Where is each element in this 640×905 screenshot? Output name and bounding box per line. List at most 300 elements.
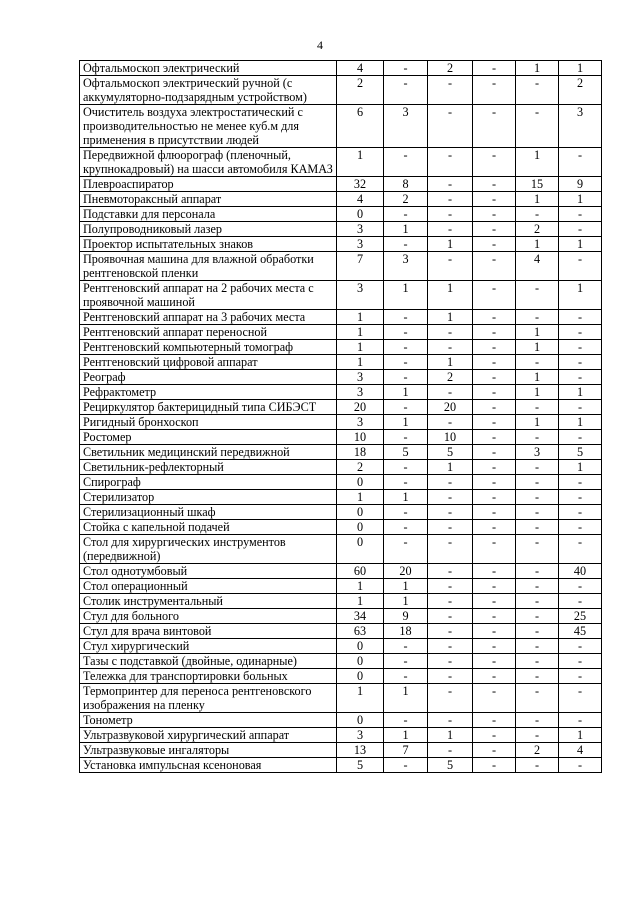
- quantity-cell: -: [516, 400, 559, 415]
- quantity-cell: 0: [337, 713, 384, 728]
- quantity-cell: -: [473, 148, 516, 177]
- equipment-name-cell: Стул хирургический: [80, 639, 337, 654]
- quantity-cell: 0: [337, 207, 384, 222]
- quantity-cell: 1: [516, 61, 559, 76]
- quantity-cell: -: [559, 669, 602, 684]
- quantity-cell: 45: [559, 624, 602, 639]
- quantity-cell: -: [428, 192, 473, 207]
- quantity-cell: -: [516, 505, 559, 520]
- quantity-cell: -: [516, 564, 559, 579]
- quantity-cell: -: [473, 758, 516, 773]
- quantity-cell: 3: [337, 370, 384, 385]
- table-row: [80, 475, 602, 490]
- quantity-cell: -: [473, 222, 516, 237]
- quantity-cell: 4: [559, 743, 602, 758]
- quantity-cell: -: [559, 148, 602, 177]
- table-row: [80, 207, 602, 222]
- equipment-name-cell: Пневмотораксный аппарат: [80, 192, 337, 207]
- equipment-name-cell: Ростомер: [80, 430, 337, 445]
- equipment-name-cell: Проектор испытательных знаков: [80, 237, 337, 252]
- quantity-cell: -: [559, 207, 602, 222]
- quantity-cell: -: [559, 252, 602, 281]
- equipment-name-cell: Стол однотумбовый: [80, 564, 337, 579]
- quantity-cell: 32: [337, 177, 384, 192]
- quantity-cell: 10: [428, 430, 473, 445]
- quantity-cell: -: [516, 490, 559, 505]
- table-row: [80, 177, 602, 192]
- equipment-name-cell: Офтальмоскоп электрический: [80, 61, 337, 76]
- quantity-cell: -: [559, 713, 602, 728]
- quantity-cell: 1: [337, 594, 384, 609]
- equipment-name-cell: Тележка для транспортировки больных: [80, 669, 337, 684]
- quantity-cell: -: [473, 355, 516, 370]
- quantity-cell: 1: [516, 192, 559, 207]
- quantity-cell: 1: [516, 415, 559, 430]
- table-row: [80, 430, 602, 445]
- equipment-name-cell: Реограф: [80, 370, 337, 385]
- quantity-cell: -: [473, 207, 516, 222]
- quantity-cell: 0: [337, 520, 384, 535]
- quantity-cell: -: [428, 252, 473, 281]
- quantity-cell: -: [473, 237, 516, 252]
- quantity-cell: -: [473, 520, 516, 535]
- equipment-name-cell: Рециркулятор бактерицидный типа СИБЭСТ: [80, 400, 337, 415]
- quantity-cell: -: [428, 325, 473, 340]
- quantity-cell: 1: [559, 192, 602, 207]
- quantity-cell: -: [473, 445, 516, 460]
- quantity-cell: 0: [337, 535, 384, 564]
- quantity-cell: 10: [337, 430, 384, 445]
- quantity-cell: -: [384, 207, 428, 222]
- quantity-cell: -: [516, 639, 559, 654]
- table-row: [80, 148, 602, 177]
- quantity-cell: 1: [516, 340, 559, 355]
- quantity-cell: 0: [337, 669, 384, 684]
- quantity-cell: 7: [337, 252, 384, 281]
- equipment-name-cell: Термопринтер для переноса рентгеновского изображения на пленку: [80, 684, 337, 713]
- equipment-name-cell: Стол операционный: [80, 579, 337, 594]
- quantity-cell: 2: [337, 76, 384, 105]
- equipment-name-cell: Офтальмоскоп электрический ручной (с аккумуляторно-подзарядным устройством): [80, 76, 337, 105]
- quantity-cell: 3: [337, 415, 384, 430]
- table-row: [80, 728, 602, 743]
- quantity-cell: 1: [384, 385, 428, 400]
- quantity-cell: 8: [384, 177, 428, 192]
- quantity-cell: -: [516, 430, 559, 445]
- table-row: [80, 385, 602, 400]
- quantity-cell: -: [473, 579, 516, 594]
- quantity-cell: -: [384, 669, 428, 684]
- quantity-cell: -: [559, 654, 602, 669]
- quantity-cell: 3: [337, 222, 384, 237]
- quantity-cell: -: [428, 713, 473, 728]
- quantity-cell: -: [559, 325, 602, 340]
- quantity-cell: -: [516, 669, 559, 684]
- quantity-cell: 63: [337, 624, 384, 639]
- quantity-cell: 3: [384, 252, 428, 281]
- quantity-cell: 1: [559, 61, 602, 76]
- quantity-cell: 3: [559, 105, 602, 148]
- table-row: [80, 370, 602, 385]
- quantity-cell: -: [473, 639, 516, 654]
- quantity-cell: -: [559, 222, 602, 237]
- quantity-cell: -: [516, 609, 559, 624]
- table-row: [80, 490, 602, 505]
- table-row: [80, 355, 602, 370]
- quantity-cell: 1: [384, 684, 428, 713]
- equipment-name-cell: Ультразвуковой хирургический аппарат: [80, 728, 337, 743]
- table-row: [80, 222, 602, 237]
- quantity-cell: -: [473, 505, 516, 520]
- quantity-cell: -: [516, 105, 559, 148]
- equipment-name-cell: Рентгеновский аппарат на 3 рабочих места: [80, 310, 337, 325]
- quantity-cell: 60: [337, 564, 384, 579]
- quantity-cell: 3: [337, 281, 384, 310]
- quantity-cell: 2: [516, 743, 559, 758]
- quantity-cell: -: [473, 564, 516, 579]
- equipment-name-cell: Стул для больного: [80, 609, 337, 624]
- quantity-cell: 4: [337, 61, 384, 76]
- table-row: [80, 684, 602, 713]
- quantity-cell: -: [516, 594, 559, 609]
- quantity-cell: 1: [384, 579, 428, 594]
- quantity-cell: -: [559, 400, 602, 415]
- quantity-cell: 20: [337, 400, 384, 415]
- quantity-cell: -: [384, 460, 428, 475]
- quantity-cell: -: [559, 490, 602, 505]
- quantity-cell: -: [516, 728, 559, 743]
- quantity-cell: 1: [337, 148, 384, 177]
- quantity-cell: 1: [428, 237, 473, 252]
- quantity-cell: -: [473, 76, 516, 105]
- equipment-name-cell: Плевроаспиратор: [80, 177, 337, 192]
- table-row: [80, 520, 602, 535]
- quantity-cell: 4: [516, 252, 559, 281]
- table-row: [80, 758, 602, 773]
- quantity-cell: 3: [337, 385, 384, 400]
- quantity-cell: -: [516, 624, 559, 639]
- page-number: 4: [317, 38, 323, 52]
- quantity-cell: -: [559, 758, 602, 773]
- table-row: [80, 624, 602, 639]
- quantity-cell: -: [384, 475, 428, 490]
- quantity-cell: -: [516, 654, 559, 669]
- table-row: [80, 669, 602, 684]
- quantity-cell: -: [428, 624, 473, 639]
- quantity-cell: -: [428, 520, 473, 535]
- quantity-cell: 1: [337, 340, 384, 355]
- quantity-cell: 0: [337, 639, 384, 654]
- quantity-cell: -: [559, 639, 602, 654]
- quantity-cell: 1: [337, 355, 384, 370]
- equipment-name-cell: Рентгеновский аппарат переносной: [80, 325, 337, 340]
- quantity-cell: 3: [516, 445, 559, 460]
- quantity-cell: -: [473, 743, 516, 758]
- quantity-cell: -: [473, 535, 516, 564]
- quantity-cell: 1: [428, 355, 473, 370]
- quantity-cell: 3: [337, 728, 384, 743]
- quantity-cell: 1: [516, 148, 559, 177]
- equipment-name-cell: Проявочная машина для влажной обработки рентгеновской пленки: [80, 252, 337, 281]
- quantity-cell: -: [473, 252, 516, 281]
- quantity-cell: -: [428, 564, 473, 579]
- quantity-cell: -: [559, 594, 602, 609]
- quantity-cell: -: [428, 594, 473, 609]
- quantity-cell: 1: [516, 385, 559, 400]
- quantity-cell: 5: [428, 445, 473, 460]
- quantity-cell: -: [516, 520, 559, 535]
- quantity-cell: 5: [337, 758, 384, 773]
- quantity-cell: -: [473, 415, 516, 430]
- quantity-cell: -: [516, 460, 559, 475]
- quantity-cell: -: [559, 430, 602, 445]
- equipment-name-cell: Тазы с подставкой (двойные, одинарные): [80, 654, 337, 669]
- quantity-cell: -: [473, 624, 516, 639]
- equipment-name-cell: Светильник медицинский передвижной: [80, 445, 337, 460]
- equipment-name-cell: Столик инструментальный: [80, 594, 337, 609]
- quantity-cell: -: [428, 684, 473, 713]
- equipment-name-cell: Передвижной флюорограф (пленочный, крупнокадровый) на шасси автомобиля КАМАЗ: [80, 148, 337, 177]
- quantity-cell: -: [384, 400, 428, 415]
- quantity-cell: 2: [384, 192, 428, 207]
- table-row: [80, 639, 602, 654]
- quantity-cell: 1: [559, 460, 602, 475]
- quantity-cell: -: [473, 609, 516, 624]
- table-row: [80, 594, 602, 609]
- quantity-cell: -: [428, 743, 473, 758]
- table-row: [80, 310, 602, 325]
- quantity-cell: -: [473, 669, 516, 684]
- quantity-cell: 1: [516, 237, 559, 252]
- equipment-name-cell: Стул для врача винтовой: [80, 624, 337, 639]
- table-row: [80, 252, 602, 281]
- quantity-cell: -: [516, 207, 559, 222]
- quantity-cell: -: [473, 728, 516, 743]
- table-row: [80, 192, 602, 207]
- quantity-cell: 4: [337, 192, 384, 207]
- equipment-name-cell: Ультразвуковые ингаляторы: [80, 743, 337, 758]
- quantity-cell: -: [428, 340, 473, 355]
- table-row: [80, 579, 602, 594]
- quantity-cell: 1: [559, 415, 602, 430]
- equipment-name-cell: Стол для хирургических инструментов (передвижной): [80, 535, 337, 564]
- quantity-cell: 1: [516, 370, 559, 385]
- quantity-cell: -: [473, 430, 516, 445]
- quantity-cell: -: [516, 684, 559, 713]
- quantity-cell: -: [516, 281, 559, 310]
- equipment-name-cell: Светильник-рефлекторный: [80, 460, 337, 475]
- quantity-cell: -: [473, 105, 516, 148]
- table-row: [80, 400, 602, 415]
- quantity-cell: -: [384, 654, 428, 669]
- quantity-cell: -: [559, 310, 602, 325]
- table-row: [80, 609, 602, 624]
- quantity-cell: -: [559, 520, 602, 535]
- table-row: [80, 325, 602, 340]
- table-row: [80, 743, 602, 758]
- table-row: [80, 505, 602, 520]
- quantity-cell: -: [384, 340, 428, 355]
- quantity-cell: 3: [337, 237, 384, 252]
- quantity-cell: -: [384, 505, 428, 520]
- equipment-name-cell: Рентгеновский компьютерный томограф: [80, 340, 337, 355]
- quantity-cell: 34: [337, 609, 384, 624]
- quantity-cell: -: [473, 370, 516, 385]
- quantity-cell: -: [428, 177, 473, 192]
- equipment-name-cell: Рентгеновский аппарат на 2 рабочих места с проявочной машиной: [80, 281, 337, 310]
- quantity-cell: -: [428, 490, 473, 505]
- quantity-cell: -: [516, 579, 559, 594]
- quantity-cell: -: [473, 475, 516, 490]
- quantity-cell: 9: [559, 177, 602, 192]
- quantity-cell: 7: [384, 743, 428, 758]
- quantity-cell: 2: [337, 460, 384, 475]
- quantity-cell: -: [473, 654, 516, 669]
- quantity-cell: -: [384, 520, 428, 535]
- quantity-cell: -: [559, 475, 602, 490]
- quantity-cell: -: [559, 355, 602, 370]
- quantity-cell: 15: [516, 177, 559, 192]
- quantity-cell: 0: [337, 505, 384, 520]
- quantity-cell: -: [516, 713, 559, 728]
- quantity-cell: -: [428, 639, 473, 654]
- quantity-cell: -: [384, 325, 428, 340]
- quantity-cell: -: [428, 222, 473, 237]
- quantity-cell: 1: [337, 325, 384, 340]
- quantity-cell: -: [473, 594, 516, 609]
- table-row: [80, 713, 602, 728]
- quantity-cell: -: [559, 579, 602, 594]
- quantity-cell: 5: [428, 758, 473, 773]
- quantity-cell: 1: [337, 579, 384, 594]
- quantity-cell: -: [428, 207, 473, 222]
- quantity-cell: -: [428, 76, 473, 105]
- quantity-cell: 2: [428, 370, 473, 385]
- equipment-name-cell: Рефрактометр: [80, 385, 337, 400]
- quantity-cell: -: [428, 475, 473, 490]
- quantity-cell: -: [428, 505, 473, 520]
- quantity-cell: 3: [384, 105, 428, 148]
- quantity-cell: 1: [337, 490, 384, 505]
- table-row: [80, 237, 602, 252]
- quantity-cell: -: [473, 281, 516, 310]
- quantity-cell: -: [559, 535, 602, 564]
- equipment-name-cell: Стерилизатор: [80, 490, 337, 505]
- quantity-cell: -: [559, 684, 602, 713]
- equipment-name-cell: Стерилизационный шкаф: [80, 505, 337, 520]
- quantity-cell: -: [473, 177, 516, 192]
- quantity-cell: -: [516, 355, 559, 370]
- quantity-cell: -: [384, 148, 428, 177]
- quantity-cell: 1: [516, 325, 559, 340]
- table-row: [80, 460, 602, 475]
- quantity-cell: 2: [428, 61, 473, 76]
- quantity-cell: 1: [559, 385, 602, 400]
- quantity-cell: 25: [559, 609, 602, 624]
- quantity-cell: 1: [384, 415, 428, 430]
- quantity-cell: -: [384, 310, 428, 325]
- quantity-cell: -: [384, 370, 428, 385]
- quantity-cell: -: [473, 385, 516, 400]
- quantity-cell: -: [473, 490, 516, 505]
- quantity-cell: -: [473, 684, 516, 713]
- quantity-cell: 20: [428, 400, 473, 415]
- quantity-cell: -: [384, 430, 428, 445]
- equipment-name-cell: Ригидный бронхоскоп: [80, 415, 337, 430]
- table-row: [80, 105, 602, 148]
- quantity-cell: -: [559, 340, 602, 355]
- equipment-name-cell: Спирограф: [80, 475, 337, 490]
- quantity-cell: -: [384, 713, 428, 728]
- quantity-cell: 1: [384, 594, 428, 609]
- quantity-cell: 18: [337, 445, 384, 460]
- equipment-name-cell: Стойка с капельной подачей: [80, 520, 337, 535]
- quantity-cell: 1: [384, 281, 428, 310]
- quantity-cell: -: [428, 105, 473, 148]
- quantity-cell: 0: [337, 654, 384, 669]
- quantity-cell: 6: [337, 105, 384, 148]
- quantity-cell: -: [384, 639, 428, 654]
- quantity-cell: -: [559, 370, 602, 385]
- quantity-cell: 20: [384, 564, 428, 579]
- quantity-cell: -: [559, 505, 602, 520]
- quantity-cell: 5: [559, 445, 602, 460]
- quantity-cell: 1: [428, 310, 473, 325]
- quantity-cell: 9: [384, 609, 428, 624]
- table-row: [80, 340, 602, 355]
- quantity-cell: 2: [559, 76, 602, 105]
- quantity-cell: -: [428, 669, 473, 684]
- table-row: [80, 61, 602, 76]
- quantity-cell: -: [516, 310, 559, 325]
- quantity-cell: 1: [559, 728, 602, 743]
- table-row: [80, 654, 602, 669]
- quantity-cell: -: [473, 61, 516, 76]
- quantity-cell: 1: [337, 684, 384, 713]
- quantity-cell: -: [473, 400, 516, 415]
- quantity-cell: -: [428, 148, 473, 177]
- quantity-cell: -: [516, 758, 559, 773]
- quantity-cell: -: [473, 325, 516, 340]
- quantity-cell: -: [473, 192, 516, 207]
- quantity-cell: -: [428, 609, 473, 624]
- quantity-cell: -: [384, 76, 428, 105]
- quantity-cell: 0: [337, 475, 384, 490]
- quantity-cell: -: [473, 340, 516, 355]
- quantity-cell: 40: [559, 564, 602, 579]
- quantity-cell: 1: [384, 490, 428, 505]
- equipment-name-cell: Установка импульсная ксеноновая: [80, 758, 337, 773]
- quantity-cell: -: [428, 654, 473, 669]
- quantity-cell: 1: [559, 237, 602, 252]
- quantity-cell: -: [473, 310, 516, 325]
- equipment-name-cell: Подставки для персонала: [80, 207, 337, 222]
- quantity-cell: -: [428, 385, 473, 400]
- quantity-cell: 18: [384, 624, 428, 639]
- quantity-cell: -: [428, 415, 473, 430]
- quantity-cell: -: [428, 579, 473, 594]
- quantity-cell: -: [516, 475, 559, 490]
- quantity-cell: -: [473, 460, 516, 475]
- quantity-cell: -: [473, 713, 516, 728]
- equipment-name-cell: Очиститель воздуха электростатический с производительностью не менее куб.м для применения в присутствии людей: [80, 105, 337, 148]
- quantity-cell: 1: [384, 222, 428, 237]
- equipment-name-cell: Рентгеновский цифровой аппарат: [80, 355, 337, 370]
- table-row: [80, 415, 602, 430]
- table-row: [80, 76, 602, 105]
- table-row: [80, 281, 602, 310]
- quantity-cell: 5: [384, 445, 428, 460]
